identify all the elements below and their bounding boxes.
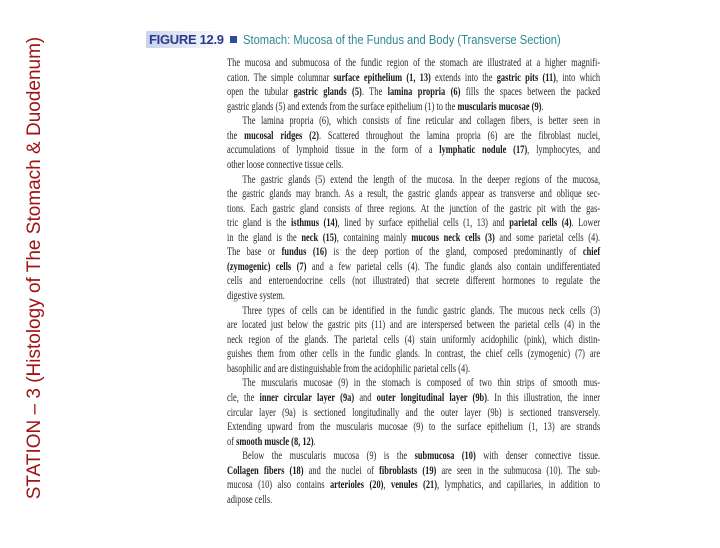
- text-line: [227, 361, 600, 376]
- text-segment: with denser connective tissue.: [475, 448, 601, 463]
- bold-term: outer longitudinal layer (9b): [376, 389, 488, 404]
- text-line: [227, 463, 600, 478]
- figure-header: [146, 30, 612, 48]
- text-line: [227, 157, 600, 172]
- bold-term: submucosa (10): [414, 448, 476, 463]
- text-line: [227, 70, 600, 85]
- text-line: [227, 244, 600, 259]
- text-line: [227, 84, 600, 99]
- text-line: [227, 390, 600, 405]
- text-line: [227, 332, 600, 347]
- text-segment: , lined by surface epithelial cells (1, 13) and: [337, 215, 510, 230]
- bold-term: neck (15): [301, 229, 337, 244]
- text-line: [227, 317, 600, 332]
- bold-term: mucosal ridges (2): [244, 127, 319, 142]
- bold-term: isthmus (14): [290, 215, 338, 230]
- text-segment: of: [227, 433, 237, 448]
- text-segment: in the gland is the: [227, 229, 302, 244]
- text-line: [227, 288, 600, 303]
- text-line: [227, 477, 600, 492]
- text-segment: and: [354, 389, 377, 404]
- text-segment: . Scattered throughout the lamina propria (6) are the fibroblast nuclei,: [318, 127, 601, 142]
- text-line: [227, 434, 600, 449]
- text-segment: the gastric glands may branch. As a result, the gastric glands appear as transverse and oblique sec-: [227, 186, 601, 201]
- text-segment: .: [541, 98, 544, 113]
- bold-term: inner circular layer (9a): [259, 389, 355, 404]
- text-segment: gastric glands (5) and extends from the surface epithelium (1) to the: [227, 98, 458, 113]
- text-segment: open the tubular: [227, 84, 294, 99]
- bold-term: Collagen fibers (18): [227, 462, 304, 477]
- text-segment: The mucosa and submucosa of the fundic region of the stomach are illustrated at a higher magnifi-: [227, 55, 601, 69]
- text-segment: , containing mainly: [336, 229, 412, 244]
- text-segment: , into which: [555, 69, 601, 84]
- text-line: [227, 113, 600, 128]
- text-segment: and the nuclei of: [303, 462, 380, 477]
- square-bullet-icon: [230, 36, 237, 43]
- text-line: [227, 419, 600, 434]
- text-segment: are seen in the submucosa (10). The sub-: [436, 462, 601, 477]
- text-line: [227, 55, 600, 70]
- text-segment: adipose cells.: [227, 491, 273, 506]
- text-segment: basophilic and are distinguishable from the acidophilic parietal cells (4).: [227, 360, 471, 375]
- text-line: [227, 142, 600, 157]
- text-line: [227, 405, 600, 420]
- figure-label: FIGURE 12.9: [146, 31, 228, 48]
- text-segment: and some parietal cells (4).: [494, 229, 601, 244]
- text-segment: tric gland is the: [227, 215, 291, 230]
- text-segment: The gastric glands (5) extend the length of the mucosa. In the deeper regions of the mucosa,: [242, 171, 601, 186]
- bold-term: lamina propria (6): [387, 84, 461, 99]
- text-segment: accumulations of lymphoid tissue in the form of a: [227, 142, 440, 157]
- station-title: STATION – 3 (Histology of The Stomach & Duodenum): [24, 36, 45, 500]
- bold-term: fibroblasts (19): [379, 462, 437, 477]
- text-segment: . In this illustration, the inner: [487, 389, 601, 404]
- text-segment: and a few parietal cells (4). The fundic glands also contain undifferentiated: [306, 258, 601, 273]
- text-segment: ,: [383, 477, 391, 492]
- text-line: [227, 230, 600, 245]
- bold-term: chief: [582, 244, 601, 259]
- bold-term: gastric glands (5): [293, 84, 362, 99]
- bold-term: parietal cells (4): [509, 215, 572, 230]
- figure-title: Stomach: Mucosa of the Fundus and Body (Transverse Section): [242, 31, 561, 47]
- text-segment: digestive system.: [227, 288, 285, 302]
- text-segment: The muscularis mucosae (9) in the stomach is composed of two thin strips of smooth mus-: [242, 375, 601, 390]
- text-segment: neck region of the glands. The parietal cells (4) stain uniformly acidophilic (pink), which distin-: [227, 331, 601, 346]
- text-segment: . The: [361, 84, 388, 99]
- text-line: [227, 172, 600, 187]
- text-line: [227, 492, 600, 507]
- text-line: [227, 346, 600, 361]
- bold-term: fundus (16): [281, 244, 327, 259]
- text-segment: cle, the: [227, 389, 260, 404]
- text-segment: cation. The simple columnar: [227, 69, 334, 84]
- text-line: [227, 128, 600, 143]
- text-segment: . Lower: [571, 215, 601, 230]
- text-segment: .: [313, 433, 316, 448]
- text-segment: other loose connective tissue cells.: [227, 156, 344, 171]
- text-segment: guishes them from other cells in the fundic glands. In contrast, the chief cells (zymogenic) (7) are: [227, 346, 601, 361]
- text-line: [227, 273, 600, 288]
- text-line: [227, 215, 600, 230]
- bold-term: (zymogenic) cells (7): [227, 258, 307, 273]
- text-line: [227, 375, 600, 390]
- text-segment: are located just below the gastric pits (11) and are interspersed between the parietal cells (4) in the: [227, 317, 601, 332]
- text-line: [227, 99, 600, 114]
- text-segment: tions. Each gastric gland consists of three regions. At the junction of the gastric pit with the gas-: [227, 200, 601, 215]
- text-segment: , lymphatics, and capillaries, in addition to: [437, 477, 601, 492]
- text-segment: is the deep portion of the gland, composed predominantly of: [326, 244, 583, 259]
- text-segment: fills the spaces between the packed: [460, 84, 601, 99]
- text-segment: The base or: [227, 244, 282, 259]
- bold-term: smooth muscle (8, 12): [236, 433, 314, 448]
- bold-term: muscularis mucosae (9): [457, 98, 542, 113]
- text-segment: , lymphocytes, and: [527, 142, 601, 157]
- text-line: [227, 186, 600, 201]
- bold-term: arterioles (20): [329, 477, 384, 492]
- bold-term: mucous neck cells (3): [411, 229, 495, 244]
- text-segment: Extending upward from the muscularis mucosae (9) to the surface epithelium (1, 13) are strands: [227, 419, 601, 434]
- figure-description: [227, 55, 600, 506]
- text-segment: mucosa (10) also contains: [227, 477, 330, 492]
- text-line: [227, 303, 600, 318]
- bold-term: venules (21): [390, 477, 438, 492]
- bold-term: lymphatic nodule (17): [439, 142, 528, 157]
- text-segment: circular layer (9a) is sectioned longitudinally and the outer layer (9b) is sectioned transversely.: [227, 404, 601, 419]
- bold-term: surface epithelium (1, 13): [333, 69, 431, 84]
- text-line: [227, 201, 600, 216]
- text-segment: the: [227, 127, 245, 142]
- text-segment: cells and enteroendocrine cells (not illustrated) that secrete different hormones to regulate the: [227, 273, 601, 288]
- bold-term: gastric pits (11): [496, 69, 556, 84]
- text-segment: extends into the: [430, 69, 497, 84]
- text-line: [227, 259, 600, 274]
- text-segment: Below the muscularis mucosa (9) is the: [242, 448, 415, 463]
- text-segment: The lamina propria (6), which consists of fine reticular and collagen fibers, is better seen in: [242, 113, 601, 128]
- text-segment: Three types of cells can be identified in the fundic gastric glands. The mucous neck cells (3): [242, 302, 601, 317]
- text-line: [227, 448, 600, 463]
